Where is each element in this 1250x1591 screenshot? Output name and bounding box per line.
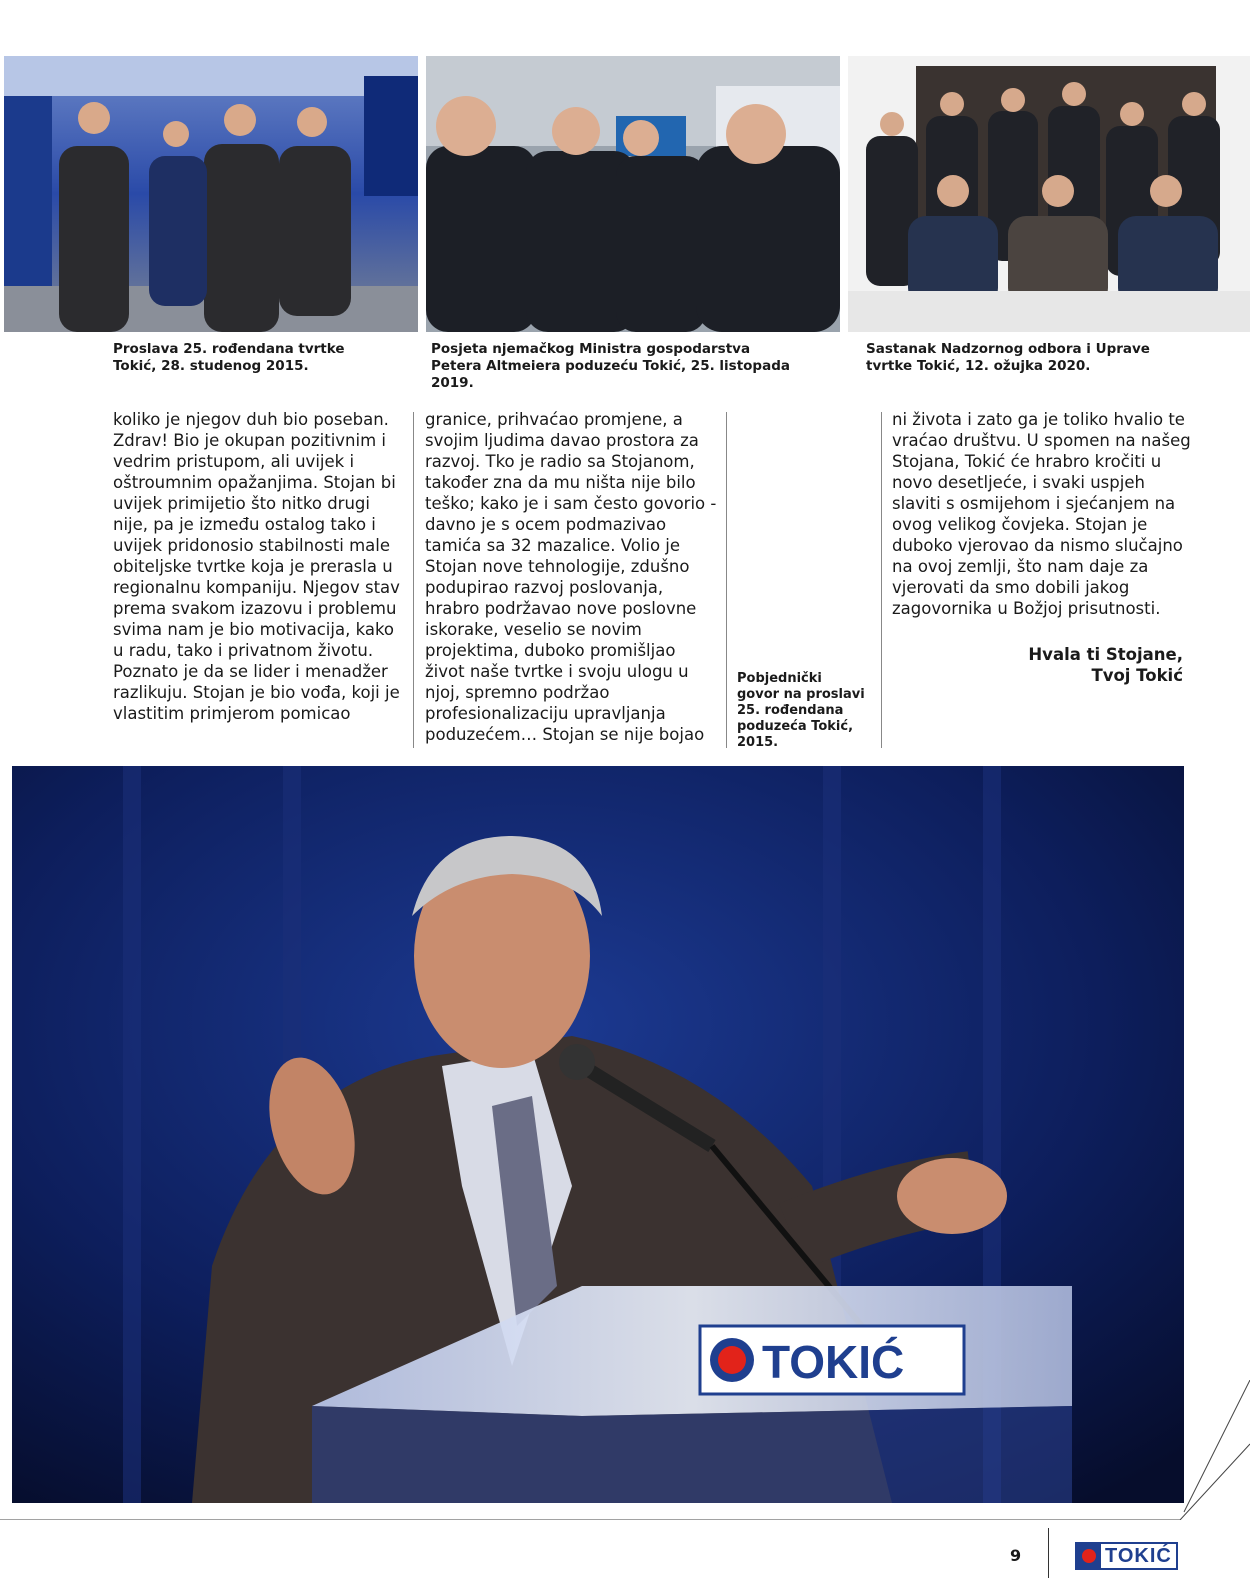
podium-logo-text: TOKIĆ: [762, 1336, 905, 1388]
column-1-text: koliko je njegov duh bio poseban. Zdrav! Bio je okupan pozitivnim i vedrim pristupom, ali uvijek i oštroumnim opažanjima. Stojan bi uvijek primijetio što nitko drugi nije, pa je između ostalog tako i uvijek pridonosio stabilnosti male obiteljske tvrtke koja je prerasla u regionalnu kompaniju. Njegov stav prema svakom izazovu i problemu svima nam je bio motivacija, kako u radu, tako i privatnom životu. Poznato je da se lider i menadžer razlikuju. Stojan je bio vođa, koji je vlastitim primjerom pomicao: [113, 410, 400, 723]
caption-minister-visit: Posjeta njemačkog Ministra gospodarstva Petera Altmeiera poduzeću Tokić, 25. listopada 2019.: [431, 341, 790, 391]
column-divider-1: [413, 412, 414, 748]
caption-board-meeting: Sastanak Nadzornog odbora i Uprave tvrtke Tokić, 12. ožujka 2020.: [866, 341, 1150, 374]
text-column-2: [425, 409, 720, 745]
footer-divider: [1048, 1528, 1049, 1578]
signature-line-1: Hvala ti Stojane,: [1028, 645, 1183, 664]
column-divider-2: [726, 412, 727, 748]
page-number: 9: [1010, 1546, 1022, 1565]
text-column-3: [892, 409, 1192, 619]
footer-brand-logo: [1075, 1542, 1178, 1570]
photo-anniversary-celebration: [4, 56, 418, 332]
caption-anniversary: Proslava 25. rođendana tvrtke Tokić, 28. studenog 2015.: [113, 341, 345, 374]
corner-decoration: [0, 1380, 1250, 1520]
column-divider-3: [881, 412, 882, 748]
caption-victory-speech: Pobjednički govor na proslavi 25. rođendana poduzeća Tokić, 2015.: [737, 671, 865, 750]
column-3-text: ni života i zato ga je toliko hvalio te vraćao društvu. U spomen na našeg Stojana, Tokić će hrabro kročiti u novo desetljeće, i svaki uspjeh slaviti s osmijehom i sjećanjem na ovog velikog čovjeka. Stojan je duboko vjerovao da nismo slučajno na ovoj zemlji, što nam daje za vjerovati da smo dobili jakog zagovornika u Božjoj prisutnosti.: [892, 410, 1191, 618]
brand-logo-icon: [1077, 1544, 1101, 1568]
column-2-text: granice, prihvaćao promjene, a svojim ljudima davao prostora za razvoj. Tko je radio sa Stojanom, također zna da mu ništa nije bilo teško; kako je i sam često govorio - davno je s ocem podmazivao tamića sa 32 mazalice. Volio je Stojan nove tehnologije, zdušno podupirao razvoj poslovanja, hrabro podržavao nove poslovne iskorake, veselio se novim projektima, duboko promišljao život naše tvrtke i svoju ulogu u njoj, spremno podržao profesionalizaciju upravljanja poduzećem… Stojan se nije bojao: [425, 410, 717, 744]
signature: [980, 644, 1183, 686]
brand-logo-text: TOKIĆ: [1105, 1544, 1172, 1567]
photo-minister-visit: [426, 56, 840, 332]
text-column-1: [113, 409, 401, 724]
photo-board-meeting: [848, 56, 1250, 332]
signature-line-2: Tvoj Tokić: [1091, 666, 1183, 685]
